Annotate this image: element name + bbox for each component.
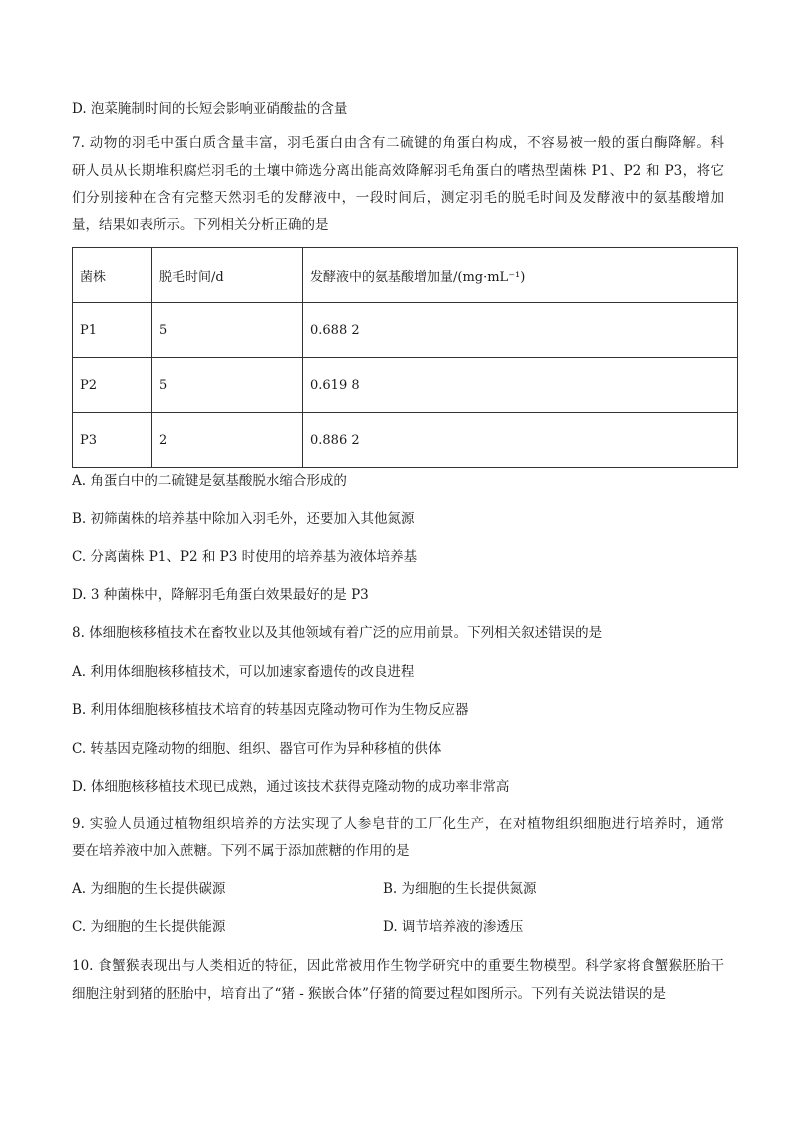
q7-option-a: A. 角蛋白中的二硫键是氨基酸脱水缩合形成的 — [72, 473, 347, 489]
table-cell: P1 — [73, 303, 152, 358]
q9-option-c: C. 为细胞的生长提供能源 — [72, 919, 226, 935]
q7-option-d: D. 3 种菌株中，降解羽毛角蛋白效果最好的是 P3 — [72, 587, 369, 603]
q7-stem-line-1: 7. 动物的羽毛中蛋白质含量丰富，羽毛蛋白由含有二硫键的角蛋白构成，不容易被一般的蛋白酶降解。科 — [72, 135, 724, 151]
q7-stem-line-2: 研人员从长期堆积腐烂羽毛的土壤中筛选分离出能高效降解羽毛角蛋白的嗜热型菌株 P1、P2 和 P3，将它 — [72, 163, 724, 179]
table-cell: P3 — [73, 413, 152, 468]
prev-question-option-d: D. 泡菜腌制时间的长短会影响亚硝酸盐的含量 — [72, 101, 348, 117]
q8-option-a: A. 利用体细胞核移植技术，可以加速家畜遗传的改良进程 — [72, 664, 415, 680]
q7-option-c: C. 分离菌株 P1、P2 和 P3 时使用的培养基为液体培养基 — [72, 549, 418, 565]
table-header-cell: 菌株 — [73, 248, 152, 303]
table-header-row — [73, 248, 738, 303]
table-cell: 5 — [152, 358, 303, 413]
table-cell: P2 — [73, 358, 152, 413]
table-row — [73, 413, 738, 468]
q8-option-b: B. 利用体细胞核移植技术培育的转基因克隆动物可作为生物反应器 — [72, 702, 469, 718]
q7-option-b: B. 初筛菌株的培养基中除加入羽毛外，还要加入其他氮源 — [72, 511, 415, 527]
q8-option-c: C. 转基因克隆动物的细胞、组织、器官可作为异种移植的供体 — [72, 741, 442, 757]
q7-stem-line-4: 量，结果如表所示。下列相关分析正确的是 — [72, 217, 329, 233]
q8-option-d: D. 体细胞核移植技术现已成熟，通过该技术获得克隆动物的成功率非常高 — [72, 779, 510, 795]
q9-option-a: A. 为细胞的生长提供碳源 — [72, 881, 226, 897]
table-row — [73, 358, 738, 413]
table-cell: 0.886 2 — [303, 413, 738, 468]
table-cell: 5 — [152, 303, 303, 358]
table-row — [73, 303, 738, 358]
table-cell: 0.619 8 — [303, 358, 738, 413]
table-cell: 2 — [152, 413, 303, 468]
strain-data-table — [72, 247, 738, 468]
q10-stem-line-1: 10. 食蟹猴表现出与人类相近的特征，因此常被用作生物学研究中的重要生物模型。科学家将食蟹猴胚胎干 — [72, 958, 724, 974]
table-header-cell: 脱毛时间/d — [152, 248, 303, 303]
q9-stem-line-1: 9. 实验人员通过植物组织培养的方法实现了人参皂苷的工厂化生产，在对植物组织细胞进行培养时，通常 — [72, 816, 724, 832]
q9-option-d: D. 调节培养液的渗透压 — [383, 919, 524, 935]
table-header-cell: 发酵液中的氨基酸增加量/(mg·mL⁻¹) — [303, 248, 738, 303]
q8-stem: 8. 体细胞核移植技术在畜牧业以及其他领域有着广泛的应用前景。下列相关叙述错误的是 — [72, 625, 603, 641]
q9-option-b: B. 为细胞的生长提供氮源 — [383, 881, 537, 897]
q7-stem-line-3: 们分别接种在含有完整天然羽毛的发酵液中，一段时间后，测定羽毛的脱毛时间及发酵液中的氨基酸增加 — [72, 190, 724, 206]
q9-stem-line-2: 要在培养液中加入蔗糖。下列不属于添加蔗糖的作用的是 — [72, 843, 410, 859]
table-cell: 0.688 2 — [303, 303, 738, 358]
q10-stem-line-2: 细胞注射到猪的胚胎中，培育出了“猪 - 猴嵌合体”仔猪的简要过程如图所示。下列有关说法错误的是 — [72, 986, 666, 1002]
